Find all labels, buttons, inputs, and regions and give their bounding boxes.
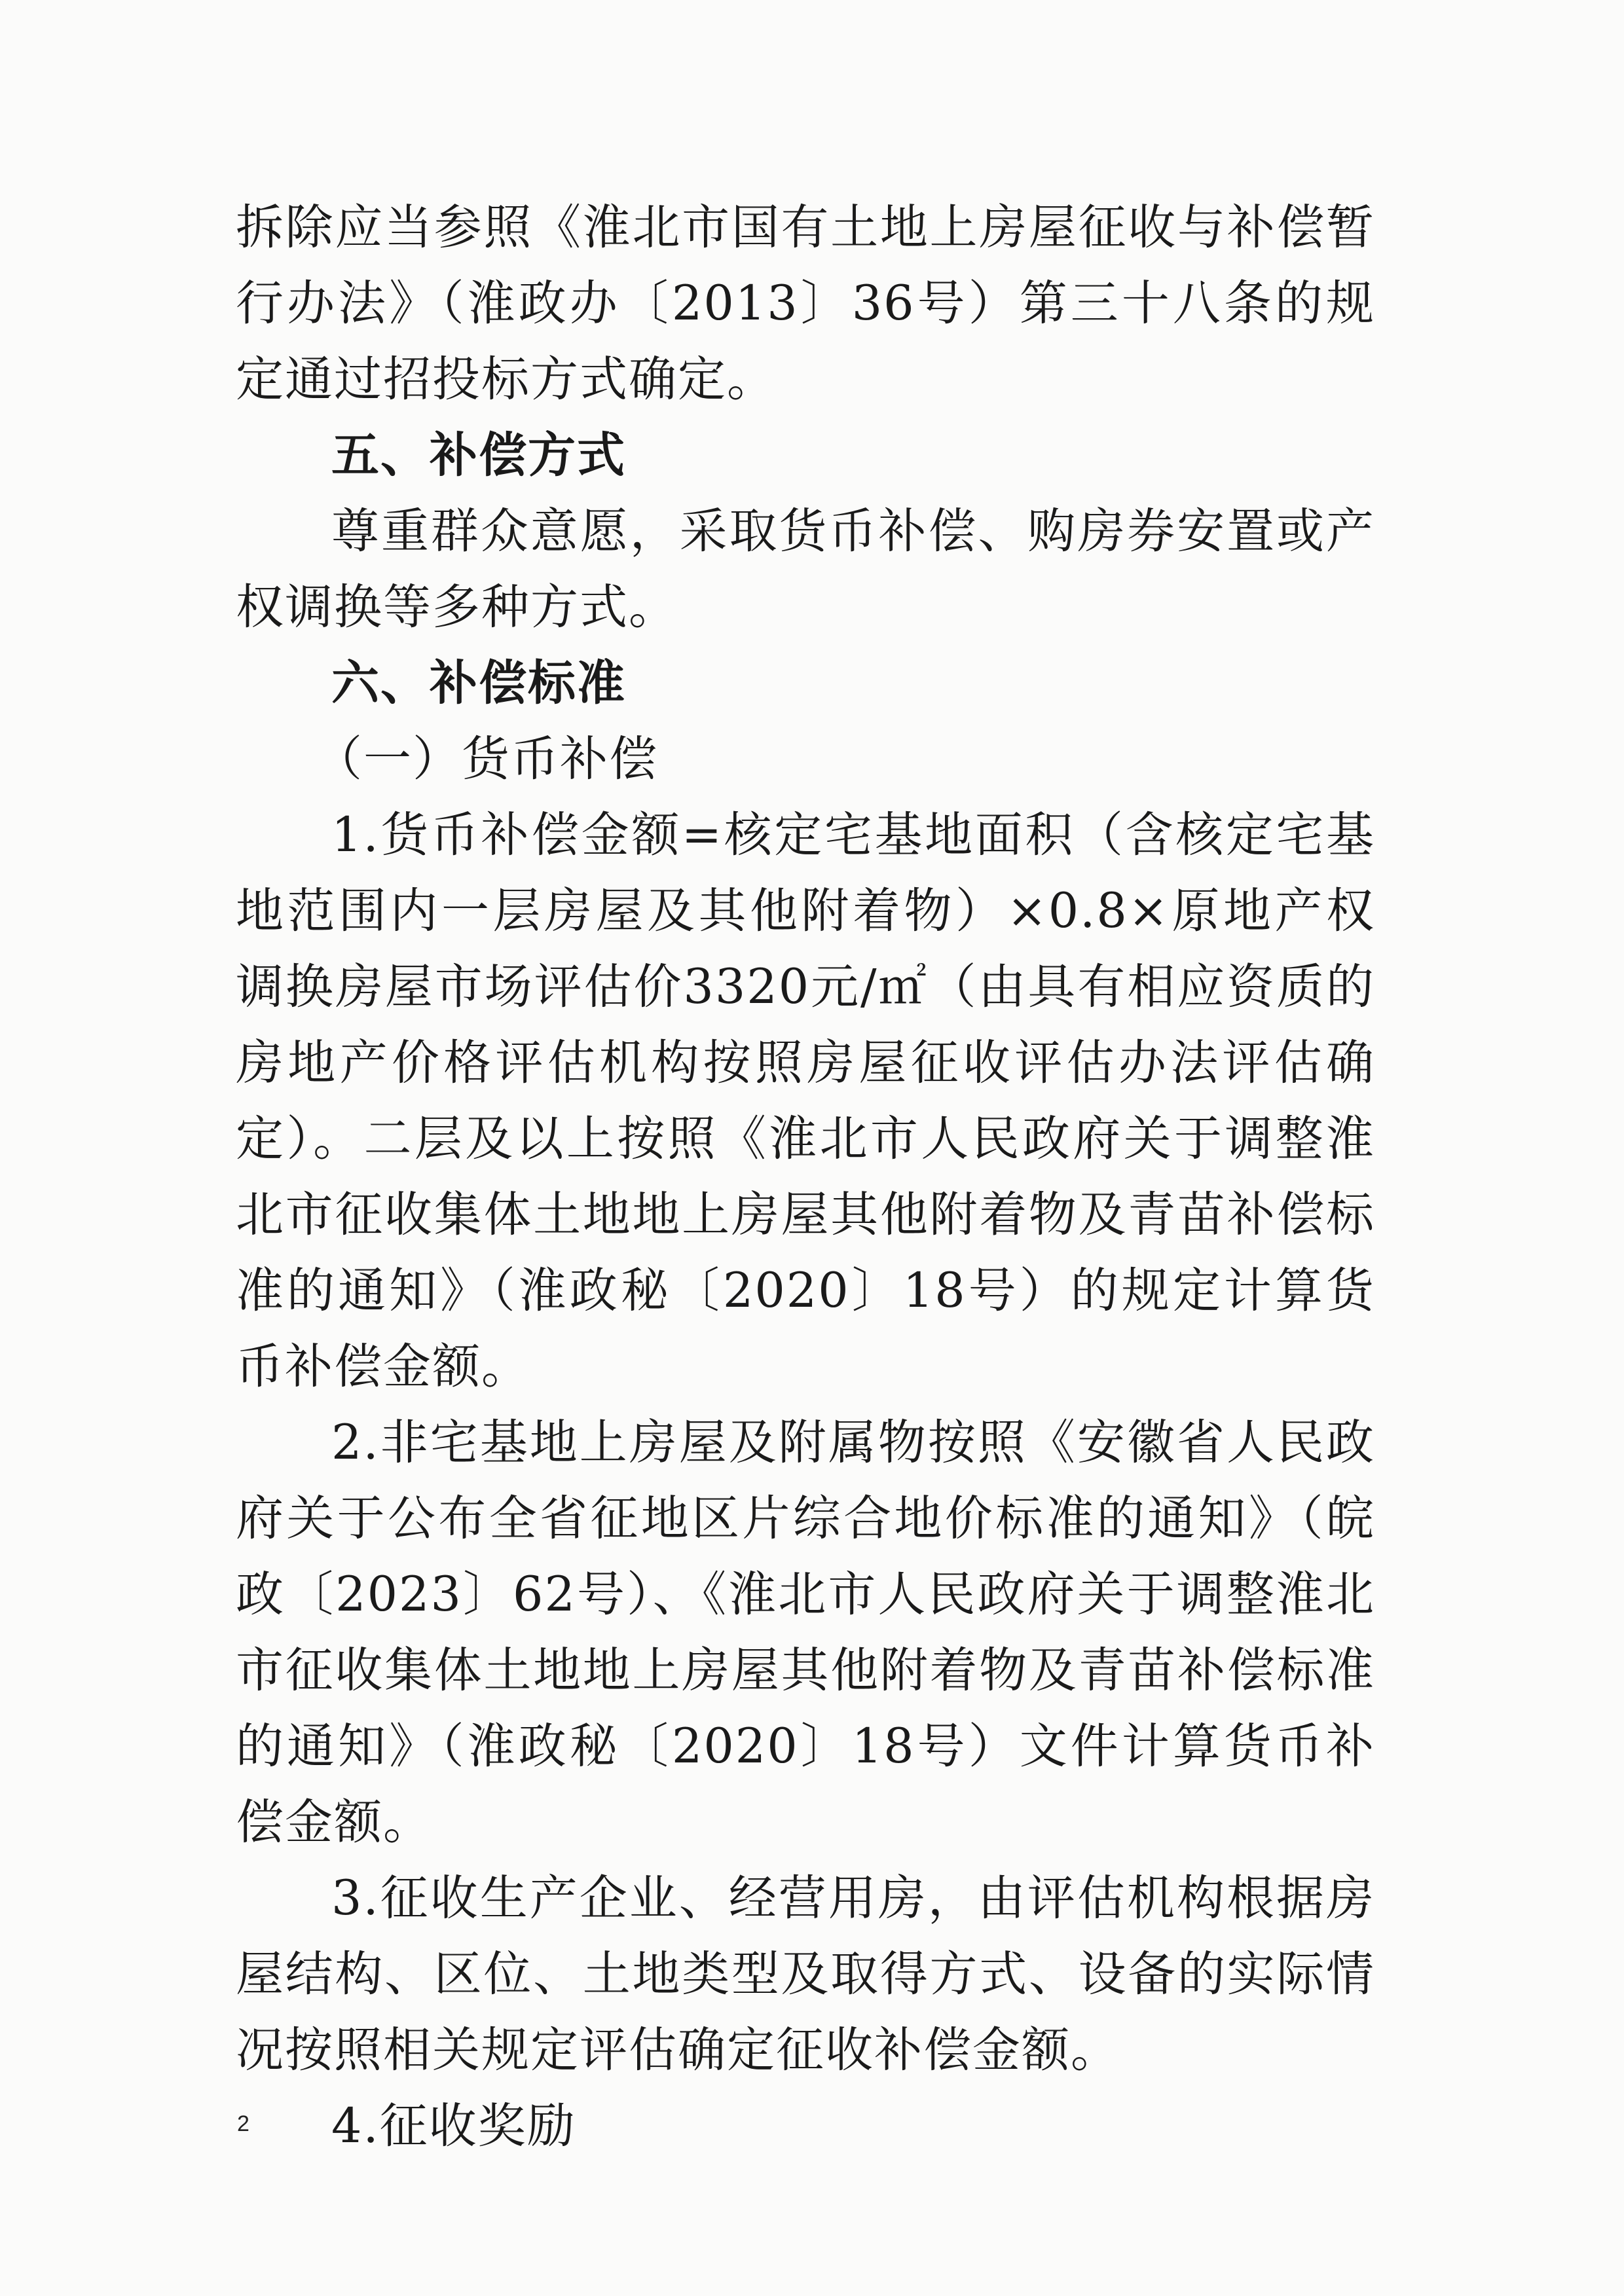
item-2-non-homestead: 2.非宅基地上房屋及附属物按照《安徽省人民政府关于公布全省征地区片综合地价标准的通知》（皖政〔2023〕62号）、《淮北市人民政府关于调整淮北市征收集体土地地上房屋其他附着物及青苗补偿标准的通知》（淮政秘〔2020〕18号）文件计算货币补偿金额。 [236, 1415, 1375, 1850]
item-1-monetary-amount: 1.货币补偿金额=核定宅基地面积（含核定宅基地范围内一层房屋及其他附着物）×0.8×原地产权调换房屋市场评估价3320元/㎡（由具有相应资质的房地产价格评估机构按照房屋征收评估办法评估确定）。二层及以上按照《淮北市人民政府关于调整淮北市征收集体土地地上房屋其他附着物及青苗补偿标准的通知》（淮政秘〔2020〕18号）的规定计算货币补偿金额。 [236, 807, 1375, 1394]
subheading-monetary-compensation: （一）货币补偿 [314, 731, 658, 787]
heading-compensation-method: 五、补偿方式 [331, 428, 626, 483]
item-4-expropriation-reward: 4.征收奖励 [331, 2098, 576, 2154]
document-body [236, 190, 1375, 2164]
item-3-enterprise-housing: 3.征收生产企业、经营用房，由评估机构根据房屋结构、区位、土地类型及取得方式、设备的实际情况按照相关规定评估确定征收补偿金额。 [236, 1870, 1375, 2078]
paragraph-compensation-method: 尊重群众意愿，采取货币补偿、购房券安置或产权调换等多种方式。 [236, 503, 1375, 635]
page-number: 2 [237, 2111, 249, 2136]
heading-compensation-standard: 六、补偿标准 [331, 655, 626, 711]
paragraph-demolition: 拆除应当参照《淮北市国有土地上房屋征收与补偿暂行办法》（淮政办〔2013〕36号）第三十八条的规定通过招投标方式确定。 [236, 200, 1375, 407]
